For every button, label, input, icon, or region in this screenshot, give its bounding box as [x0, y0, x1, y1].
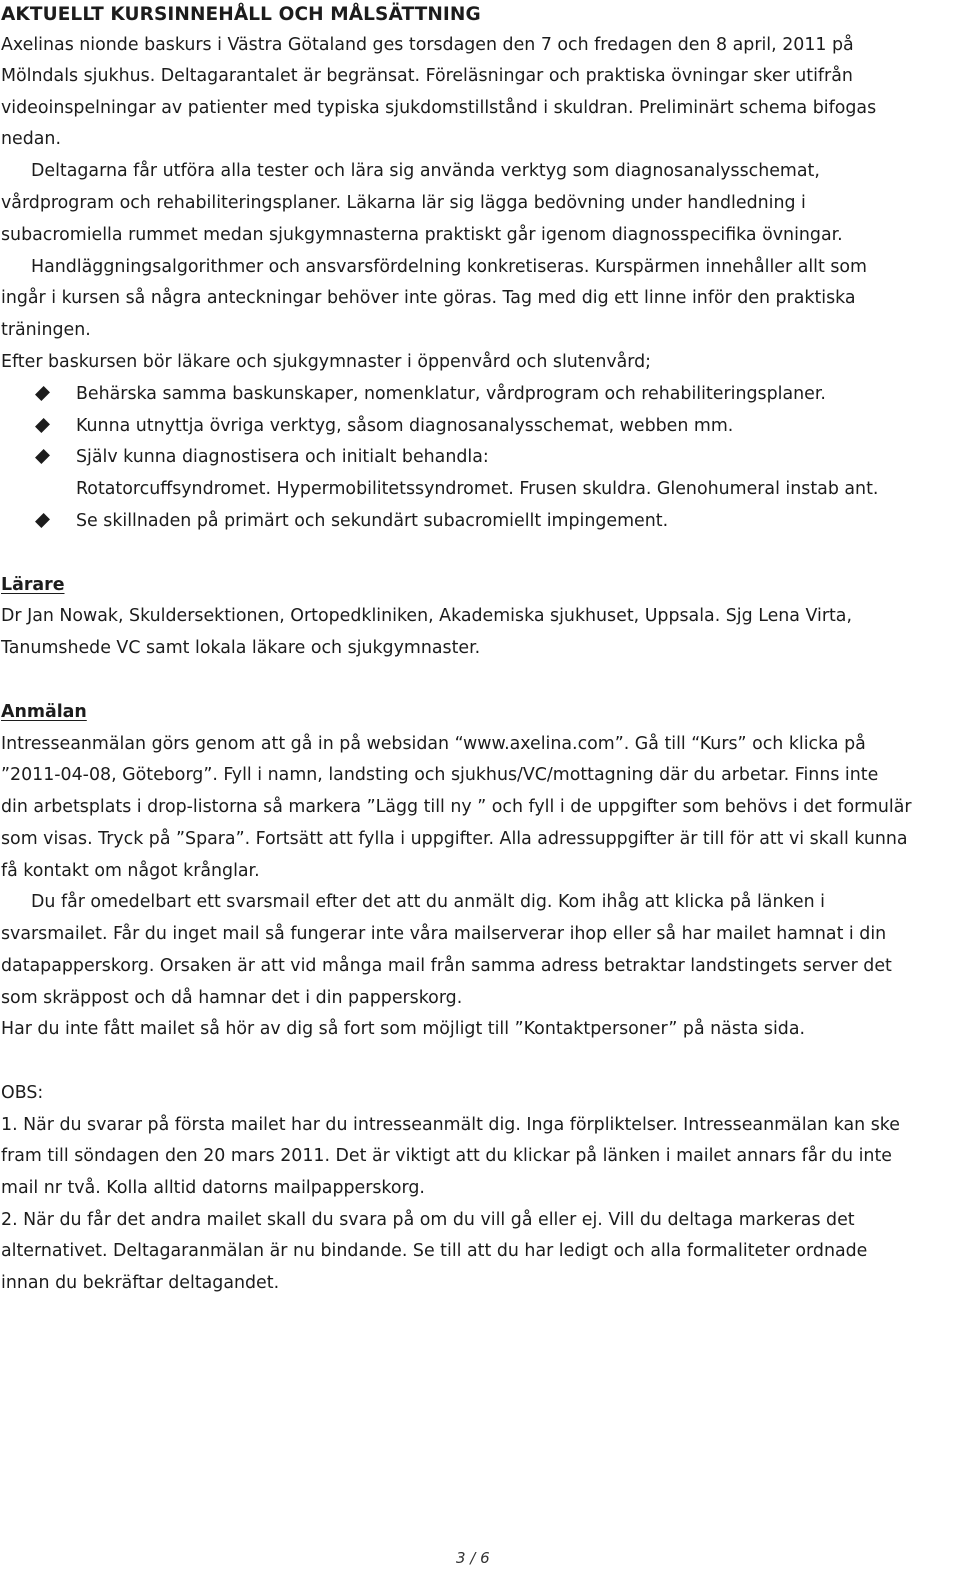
paragraph-line: videoinspelningar av patienter med typiska sjukdomstillstånd i skuldran. Preliminärt schema bifogas — [1, 98, 877, 118]
paragraph-line: din arbetsplats i drop-listorna så markera ”Lägg till ny ” och fyll i de uppgifter som behövs i det formulär — [1, 797, 912, 817]
paragraph-line: Du får omedelbart ett svarsmail efter det att du anmält dig. Kom ihåg att klicka på länken i — [31, 892, 825, 912]
page-number: 3 / 6 — [456, 1549, 490, 1567]
paragraph-line: fram till söndagen den 20 mars 2011. Det är viktigt att du klickar på länken i mailet annars får du inte — [1, 1146, 892, 1166]
paragraph-line: Mölndals sjukhus. Deltagarantalet är begränsat. Föreläsningar och praktiska övningar sker utifrån — [1, 66, 853, 86]
paragraph-line: Deltagarna får utföra alla tester och lära sig använda verktyg som diagnosanalysschemat, — [31, 161, 820, 181]
paragraph-line: nedan. — [1, 129, 61, 149]
paragraph-line: svarsmailet. Får du inget mail så fungerar inte våra mailserverar ihop eller så har mailet hamnat i din — [1, 924, 887, 944]
obs-label: OBS: — [1, 1083, 44, 1103]
bullet-item-continuation: Rotatorcuffsyndromet. Hypermobilitetssyndromet. Frusen skuldra. Glenohumeral instab ant. — [76, 479, 879, 499]
paragraph-line: Intresseanmälan görs genom att gå in på websidan “www.axelina.com”. Gå till “Kurs” och klicka på — [1, 734, 866, 754]
bullet-item: Själv kunna diagnostisera och initialt behandla: — [76, 447, 489, 467]
paragraph-line: Axelinas nionde baskurs i Västra Götaland ges torsdagen den 7 och fredagen den 8 april, 2011 på — [1, 35, 854, 55]
paragraph-line: som visas. Tryck på ”Spara”. Fortsätt att fylla i uppgifter. Alla adressuppgifter är till för att vi skall kunna — [1, 829, 908, 849]
paragraph-line: innan du bekräftar deltagandet. — [1, 1273, 280, 1293]
paragraph-line: 2. När du får det andra mailet skall du svara på om du vill gå eller ej. Vill du deltaga markeras det — [1, 1210, 855, 1230]
paragraph-line: Efter baskursen bör läkare och sjukgymnaster i öppenvård och slutenvård; — [1, 352, 652, 372]
paragraph-line: Har du inte fått mailet så hör av dig så fort som möjligt till ”Kontaktpersoner” på nästa sida. — [1, 1019, 806, 1039]
paragraph-line: alternativet. Deltagaranmälan är nu bindande. Se till att du har ledigt och alla formaliteter ordnade — [1, 1241, 868, 1261]
paragraph-line: subacromiella rummet medan sjukgymnasterna praktiskt går igenom diagnosspecifika övningar. — [1, 225, 843, 245]
paragraph-line: Handläggningsalgorithmer och ansvarsfördelning konkretiseras. Kurspärmen innehåller allt som — [31, 257, 867, 277]
diamond-bullet-icon — [35, 386, 50, 401]
teachers-heading: Lärare — [1, 575, 65, 595]
paragraph-line: vårdprogram och rehabiliteringsplaner. Läkarna lär sig lägga bedövning under handledning i — [1, 193, 806, 213]
bullet-item: Se skillnaden på primärt och sekundärt subacromiellt impingement. — [76, 511, 669, 531]
diamond-bullet-icon — [35, 418, 50, 433]
bullet-item: Behärska samma baskunskaper, nomenklatur, vårdprogram och rehabiliteringsplaner. — [76, 384, 826, 404]
paragraph-line: mail nr två. Kolla alltid datorns mailpapperskorg. — [1, 1178, 425, 1198]
paragraph-line: 1. När du svarar på första mailet har du intresseanmält dig. Inga förpliktelser. Intresseanmälan kan ske — [1, 1115, 900, 1135]
paragraph-line: träningen. — [1, 320, 91, 340]
paragraph-line: få kontakt om något krånglar. — [1, 861, 260, 881]
paragraph-line: ingår i kursen så några anteckningar behöver inte göras. Tag med dig ett linne inför den praktiska — [1, 288, 856, 308]
diamond-bullet-icon — [35, 513, 50, 528]
bullet-item: Kunna utnyttja övriga verktyg, såsom diagnosanalysschemat, webben mm. — [76, 416, 734, 436]
paragraph-line: Dr Jan Nowak, Skuldersektionen, Ortopedkliniken, Akademiska sjukhuset, Uppsala. Sjg Lena Virta, — [1, 606, 852, 626]
section-title: AKTUELLT KURSINNEHÅLL OCH MÅLSÄTTNING — [1, 4, 481, 25]
paragraph-line: Tanumshede VC samt lokala läkare och sjukgymnaster. — [1, 638, 481, 658]
registration-heading: Anmälan — [1, 702, 87, 722]
paragraph-line: ”2011-04-08, Göteborg”. Fyll i namn, landsting och sjukhus/VC/mottagning där du arbetar. Finns inte — [1, 765, 879, 785]
diamond-bullet-icon — [35, 449, 50, 464]
paragraph-line: som skräppost och då hamnar det i din papperskorg. — [1, 988, 463, 1008]
paragraph-line: datapapperskorg. Orsaken är att vid många mail från samma adress betraktar landstingets server det — [1, 956, 892, 976]
